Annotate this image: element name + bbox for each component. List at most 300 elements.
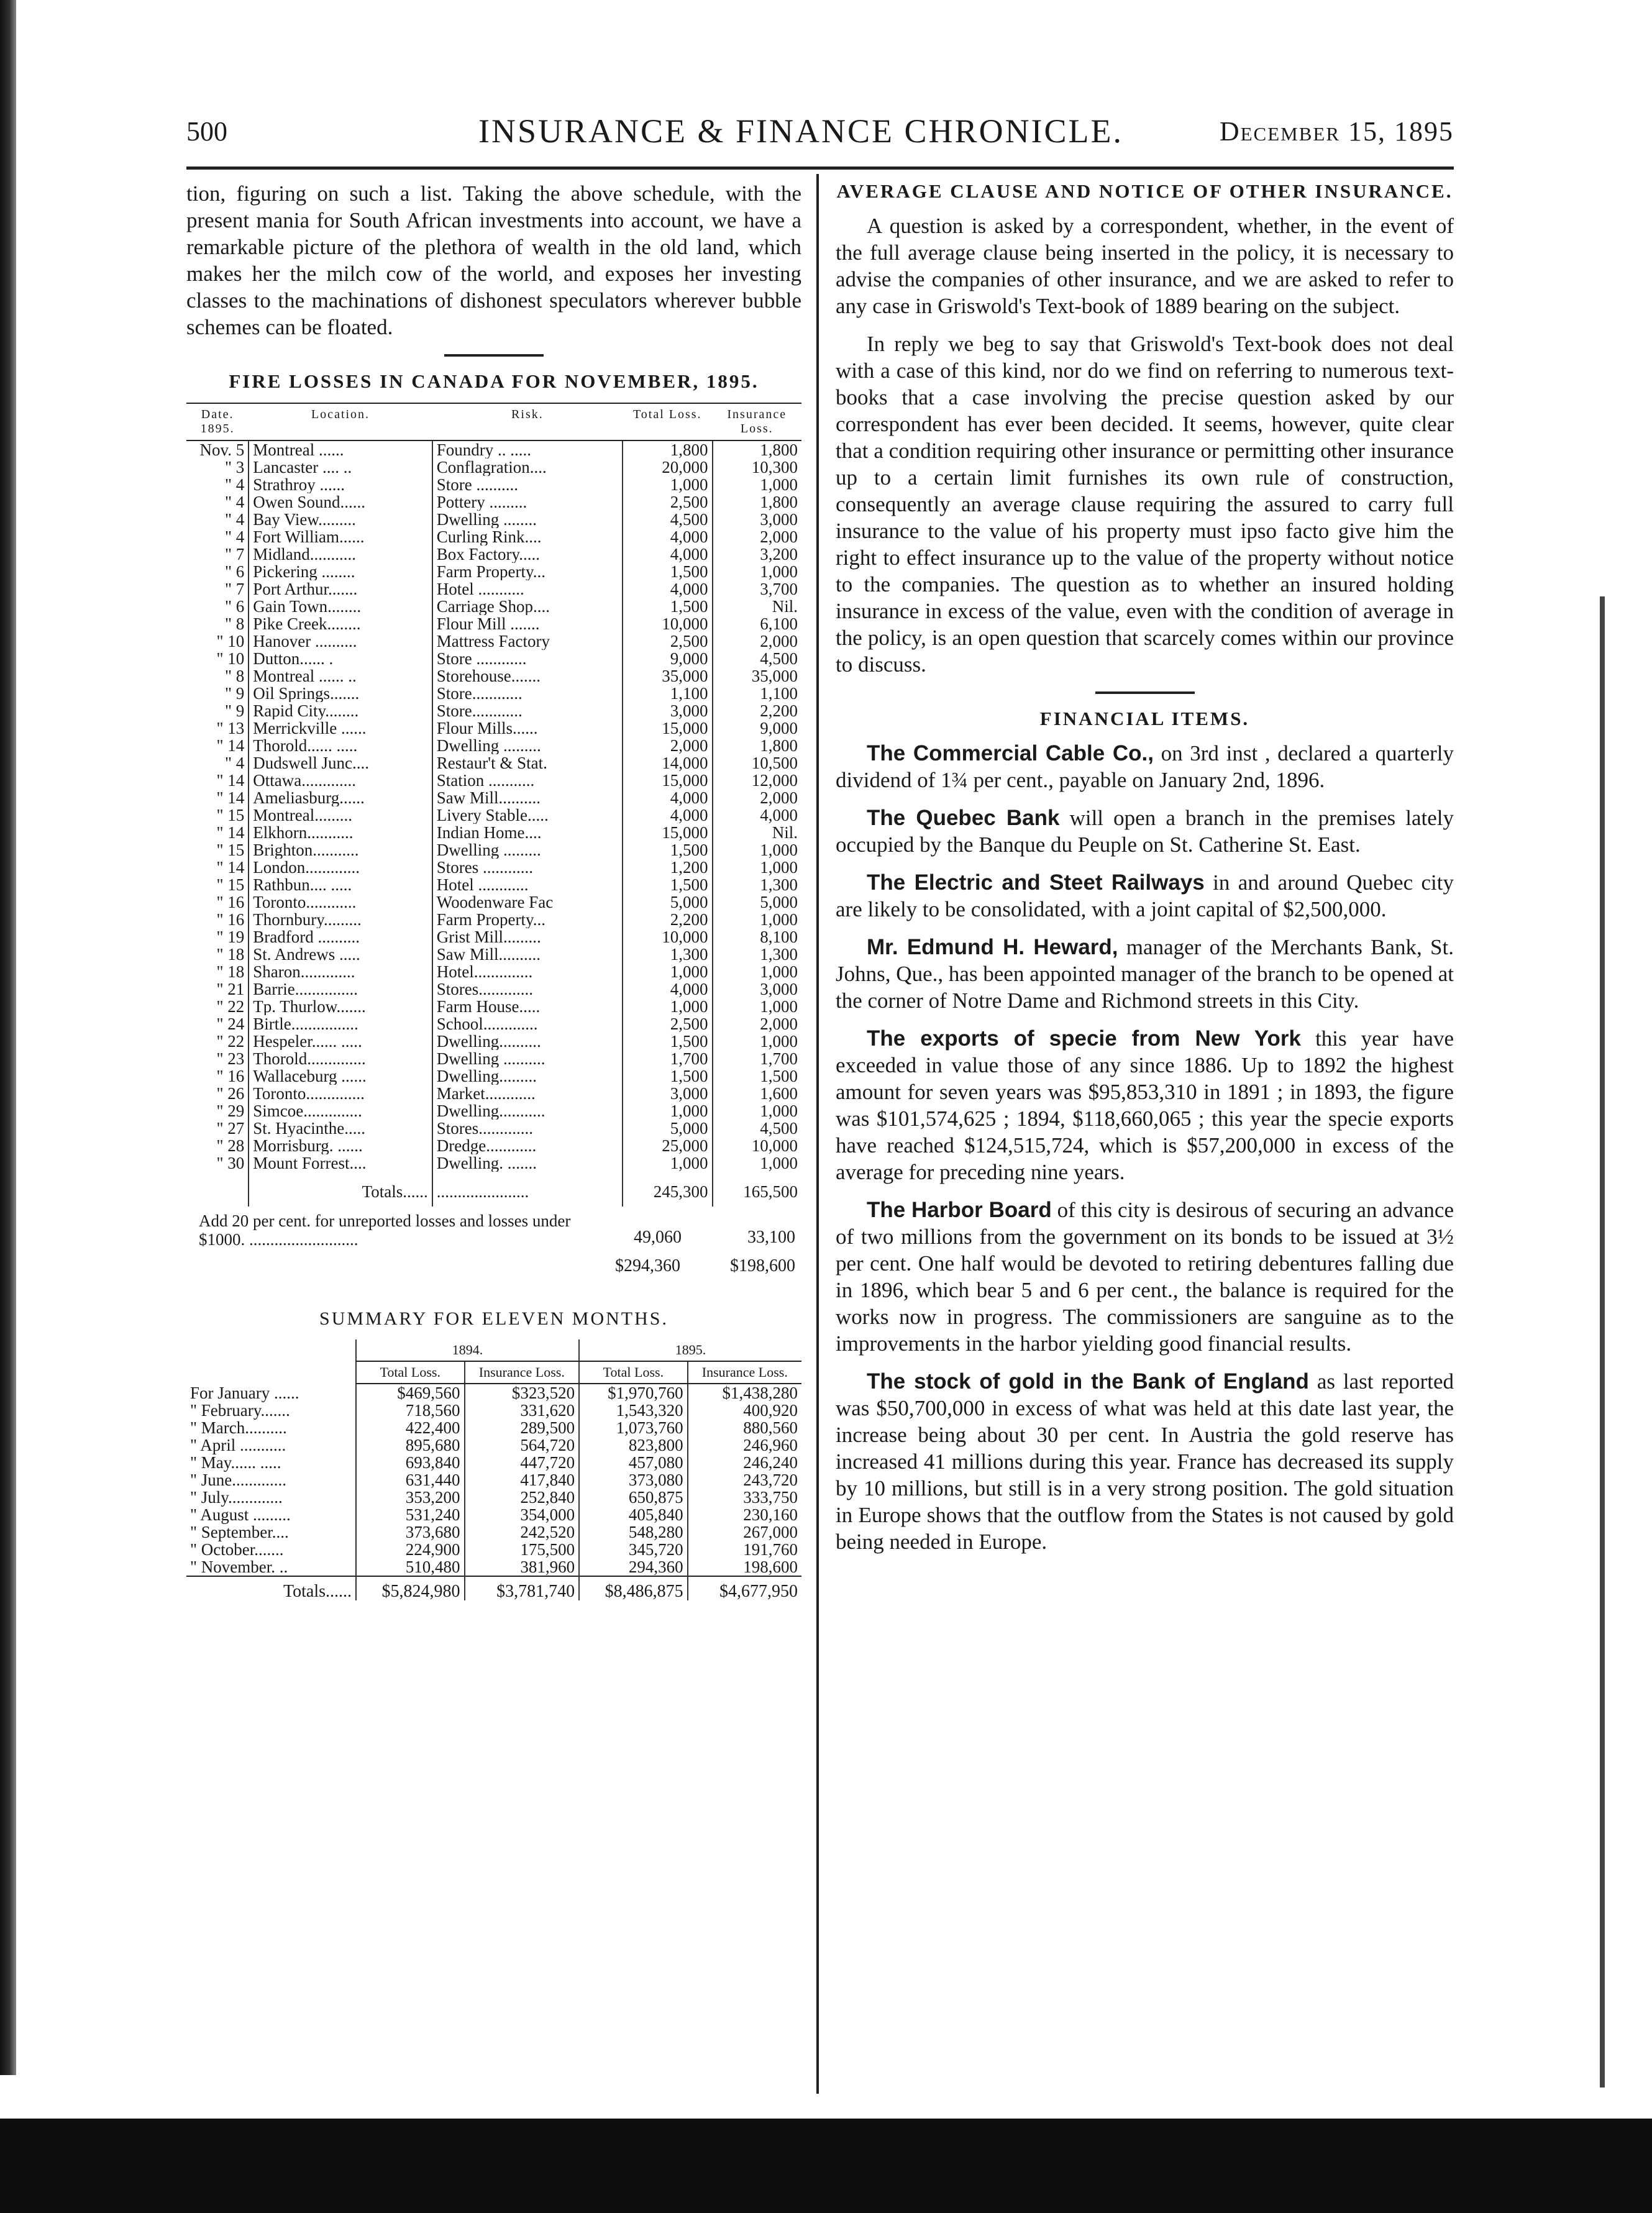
fire-loss-row (186, 772, 801, 789)
summary-cell-c: 345,720 (579, 1541, 688, 1558)
summary-cell-d: 400,920 (688, 1402, 801, 1419)
fire-cell-day: " 4 (225, 476, 245, 493)
summary-cell-m: " April ........... (190, 1436, 286, 1454)
summary-col-insurance-1895: Insurance Loss. (688, 1361, 801, 1384)
fire-cell-risk: Saw Mill.......... (432, 789, 623, 806)
fire-cell-day: " 14 (216, 789, 245, 806)
page-number: 500 (186, 116, 227, 147)
fire-cell-ins: 1,000 (760, 476, 798, 493)
right-column (836, 180, 1454, 1566)
fire-cell-loc: London............. (249, 859, 432, 876)
fire-cell-risk: Stores............. (432, 1120, 623, 1137)
summary-cell-b: $323,520 (465, 1384, 580, 1402)
summary-cell-c: 548,280 (579, 1523, 688, 1541)
fire-cell-risk: Dwelling ......... (432, 841, 623, 859)
fire-cell-total: 1,000 (623, 1154, 713, 1172)
fire-cell-loc: Midland........... (249, 545, 432, 563)
summary-cell-m: " August ......... (190, 1505, 291, 1524)
fire-cell-total: 1,200 (623, 859, 713, 876)
fire-cell-loc: Dudswell Junc.... (249, 754, 432, 772)
fire-cell-day: " 16 (216, 893, 245, 911)
scan-edge-left (0, 0, 16, 2075)
fire-loss-row (186, 598, 801, 615)
fire-loss-row (186, 859, 801, 876)
fire-cell-total: 15,000 (623, 772, 713, 789)
totals-insurance-loss: 165,500 (743, 1182, 798, 1201)
fire-cell-risk: Farm House..... (432, 998, 623, 1015)
financial-item (836, 1197, 1454, 1357)
summary-heading: SUMMARY FOR ELEVEN MONTHS. (319, 1308, 669, 1329)
fire-cell-ins: 6,100 (760, 615, 798, 632)
fire-cell-ins: 1,000 (760, 563, 798, 580)
summary-cell-a: 693,840 (356, 1454, 465, 1471)
financial-item (836, 869, 1454, 923)
left-column (186, 180, 801, 1600)
summary-row (186, 1506, 801, 1523)
fire-cell-total: 1,000 (623, 476, 713, 493)
fire-cell-ins: 1,300 (760, 876, 798, 893)
fire-cell-total: 15,000 (623, 824, 713, 841)
summary-cell-m: " July............. (190, 1488, 283, 1507)
fire-loss-row (186, 615, 801, 632)
fire-cell-ins: 1,000 (760, 963, 798, 980)
fire-cell-day: " 6 (225, 563, 245, 580)
fire-cell-risk: School............. (432, 1015, 623, 1033)
fire-cell-risk: Foundry .. ..... (432, 440, 623, 459)
fire-cell-risk: Indian Home.... (432, 824, 623, 841)
fire-cell-loc: Thornbury......... (249, 911, 432, 928)
fire-cell-ins: 1,800 (760, 440, 798, 459)
totals-dots: ...................... (432, 1172, 623, 1207)
fire-cell-risk: Farm Property... (432, 563, 623, 580)
fire-cell-ins: 1,000 (760, 841, 798, 859)
fire-cell-risk: Store .......... (432, 476, 623, 493)
financial-item-lead: The Electric and Steet Railways (867, 870, 1205, 895)
fire-cell-ins: 1,000 (760, 1033, 798, 1050)
fire-cell-risk: Store ............ (432, 650, 623, 667)
fire-cell-risk: Flour Mill ....... (432, 615, 623, 632)
fire-cell-day: " 3 (225, 459, 245, 476)
summary-cell-d: 230,160 (688, 1506, 801, 1523)
fire-cell-loc: Wallaceburg ...... (249, 1067, 432, 1085)
financial-item-lead: The stock of gold in the Bank of England (867, 1369, 1309, 1394)
fire-loss-row (186, 893, 801, 911)
fire-loss-row (186, 1120, 801, 1137)
summary-cell-c: 650,875 (579, 1489, 688, 1506)
summary-cell-b: 354,000 (465, 1506, 580, 1523)
fire-cell-loc: Strathroy ...... (249, 476, 432, 493)
summary-cell-d: 198,600 (688, 1558, 801, 1576)
fire-cell-day: " 14 (216, 772, 245, 789)
fire-loss-row (186, 459, 801, 476)
fire-cell-loc: Tp. Thurlow....... (249, 998, 432, 1015)
fire-cell-total: 1,500 (623, 1067, 713, 1085)
fire-cell-total: 1,800 (623, 440, 713, 459)
fire-cell-day: " 14 (216, 737, 245, 754)
fire-cell-ins: 1,100 (760, 685, 798, 702)
column-rule (816, 174, 819, 2094)
year-1894: 1894. (356, 1339, 579, 1361)
summary-cell-a: 531,240 (356, 1506, 465, 1523)
fire-cell-ins: 1,000 (760, 1154, 798, 1172)
fire-cell-risk: Woodenware Fac (432, 893, 623, 911)
summary-cell-a: 631,440 (356, 1471, 465, 1489)
fire-cell-day: " 6 (225, 598, 245, 615)
summary-row (186, 1489, 801, 1506)
fire-cell-day: " 10 (216, 632, 245, 650)
fire-cell-loc: Bradford .......... (249, 928, 432, 946)
summary-cell-a: 895,680 (356, 1436, 465, 1454)
summary-row (186, 1541, 801, 1558)
summary-cell-d: 246,240 (688, 1454, 801, 1471)
col-risk: Risk. (432, 403, 623, 440)
financial-item (836, 1025, 1454, 1185)
fire-cell-total: 4,000 (623, 980, 713, 998)
financial-items-heading: FINANCIAL ITEMS. (1039, 708, 1250, 729)
fire-cell-ins: 10,300 (751, 459, 798, 476)
average-clause-heading: AVERAGE CLAUSE AND NOTICE OF OTHER INSURANCE. (836, 180, 1453, 202)
fire-cell-day: " 16 (216, 911, 245, 928)
fire-cell-total: 4,000 (623, 806, 713, 824)
summary-cell-b: 252,840 (465, 1489, 580, 1506)
summary-table (186, 1339, 801, 1600)
summary-cell-a: 718,560 (356, 1402, 465, 1419)
fire-cell-ins: 2,000 (760, 528, 798, 545)
summary-cell-c: 457,080 (579, 1454, 688, 1471)
fire-cell-loc: Pike Creek........ (249, 615, 432, 632)
summary-cell-a: 224,900 (356, 1541, 465, 1558)
fire-cell-risk: Store............ (432, 685, 623, 702)
fire-cell-loc: Morrisburg. ...... (249, 1137, 432, 1154)
fire-loss-row (186, 440, 801, 459)
fire-cell-day: " 22 (216, 998, 245, 1015)
summary-cell-a: 373,680 (356, 1523, 465, 1541)
fire-cell-ins: 2,000 (760, 789, 798, 806)
fire-cell-total: 1,000 (623, 1102, 713, 1120)
fire-cell-day: " 4 (225, 528, 245, 545)
fire-cell-risk: Restaur't & Stat. (432, 754, 623, 772)
fire-cell-ins: 35,000 (751, 667, 798, 685)
fire-cell-ins: 1,600 (760, 1085, 798, 1102)
summary-cell-b: 447,720 (465, 1454, 580, 1471)
fire-loss-row (186, 841, 801, 859)
financial-item-lead: Mr. Edmund H. Heward, (867, 935, 1118, 959)
fire-cell-total: 20,000 (623, 459, 713, 476)
fire-cell-ins: 3,700 (760, 580, 798, 598)
summary-cell-c: 294,360 (579, 1558, 688, 1576)
fire-cell-loc: Hespeler...... ..... (249, 1033, 432, 1050)
scan-edge-bottom (0, 2119, 1652, 2213)
financial-item-lead: The Commercial Cable Co., (867, 741, 1154, 765)
fire-cell-day: " 9 (225, 685, 245, 702)
financial-items (836, 740, 1454, 1555)
fire-cell-total: 2,200 (623, 911, 713, 928)
summary-cell-d: $1,438,280 (688, 1384, 801, 1402)
col-location: Location. (249, 403, 432, 440)
fire-cell-loc: Toronto............ (249, 893, 432, 911)
fire-cell-total: 10,000 (623, 615, 713, 632)
fire-cell-loc: Pickering ........ (249, 563, 432, 580)
fire-cell-loc: St. Andrews ..... (249, 946, 432, 963)
summary-cell-d: 246,960 (688, 1436, 801, 1454)
summary-cell-c: 1,073,760 (579, 1419, 688, 1436)
fire-cell-day: " 29 (216, 1102, 245, 1120)
fire-loss-row (186, 1015, 801, 1033)
fire-cell-loc: St. Hyacinthe..... (249, 1120, 432, 1137)
fire-cell-day: " 30 (216, 1154, 245, 1172)
col-total-loss: Total Loss. (623, 403, 713, 440)
col-insurance-loss: Insurance Loss. (713, 403, 801, 440)
fire-cell-ins: 1,000 (760, 911, 798, 928)
fire-cell-risk: Conflagration.... (432, 459, 623, 476)
totals-label: Totals...... (249, 1172, 432, 1207)
unreported-total: 49,060 (634, 1228, 682, 1247)
fire-cell-ins: 12,000 (751, 772, 798, 789)
summary-cell-d: 880,560 (688, 1419, 801, 1436)
summary-cell-a: 510,480 (356, 1558, 465, 1576)
fire-cell-total: 14,000 (623, 754, 713, 772)
fire-cell-day: " 18 (216, 963, 245, 980)
fire-loss-row (186, 650, 801, 667)
fire-cell-loc: Ameliasburg...... (249, 789, 432, 806)
fire-cell-ins: 1,700 (760, 1050, 798, 1067)
fire-cell-day: " 7 (225, 580, 245, 598)
fire-cell-ins: 2,200 (760, 702, 798, 719)
summary-row (186, 1454, 801, 1471)
fire-cell-risk: Market............ (432, 1085, 623, 1102)
fire-cell-ins: 3,200 (760, 545, 798, 563)
fire-cell-total: 1,500 (623, 876, 713, 893)
fire-loss-row (186, 754, 801, 772)
fire-cell-loc: Mount Forrest.... (249, 1154, 432, 1172)
fire-cell-risk: Hotel.............. (432, 963, 623, 980)
fire-cell-total: 4,000 (623, 545, 713, 563)
fire-cell-risk: Storehouse....... (432, 667, 623, 685)
fire-cell-loc: Montreal ...... (249, 440, 432, 459)
fire-cell-loc: Merrickville ...... (249, 719, 432, 737)
financial-item-text: of this city is desirous of securing an advance of two millions from the government on its bonds to be issued at 3½ per cent. One half would be devoted to retiring debentures falling due in 1896, which bear 5 and 6 per cent., the balance is required for the works now in progress. The commissioners are sanguine as to the improvements in the harbor yielding good financial results. (836, 1198, 1454, 1356)
average-clause-paragraph-2: In reply we beg to say that Griswold's Text-book does not deal with a case of this kind, nor do we find on referring to numerous text-books that a case involving the precise question asked by our correspondent has ever been decided. It seems, however, quite clear that a condition requiring other insurance or permitting other insurance up to a certain limit furnishes its own rule of construction, consequently an average clause requiring the assured to carry full insurance to the value of his property must ipso facto give him the right to effect insurance up to the value of the property without notice to the companies. The question as to whether an insured holding insurance in excess of the value, even with the condition of average in the policy, is an open question that scarcely comes within our province to discuss. (836, 332, 1454, 677)
summary-body (186, 1384, 801, 1576)
fire-losses-body (186, 440, 801, 1172)
section-divider (444, 354, 544, 357)
fire-cell-ins: 1,300 (760, 946, 798, 963)
fire-cell-risk: Dwelling. ....... (432, 1154, 623, 1172)
fire-cell-risk: Stores............. (432, 980, 623, 998)
fire-cell-ins: 5,000 (760, 893, 798, 911)
summary-cell-d: 191,760 (688, 1541, 801, 1558)
financial-item-lead: The Harbor Board (867, 1198, 1052, 1222)
summary-total-c: $8,486,875 (579, 1576, 688, 1600)
fire-cell-day: " 26 (216, 1085, 245, 1102)
publication-title: INSURANCE & FINANCE CHRONICLE. (478, 112, 1124, 150)
summary-cell-b: 289,500 (465, 1419, 580, 1436)
fire-loss-row (186, 806, 801, 824)
fire-cell-day: " 8 (225, 615, 245, 632)
summary-cell-c: 405,840 (579, 1506, 688, 1523)
fire-losses-heading: FIRE LOSSES IN CANADA FOR NOVEMBER, 1895. (229, 370, 759, 392)
summary-row (186, 1402, 801, 1419)
summary-cell-b: 417,840 (465, 1471, 580, 1489)
fire-loss-row (186, 789, 801, 806)
fire-cell-loc: Birtle................ (249, 1015, 432, 1033)
fire-cell-total: 2,500 (623, 632, 713, 650)
fire-cell-ins: 1,500 (760, 1067, 798, 1085)
header-rule (186, 167, 1454, 170)
fire-cell-loc: Thorold.............. (249, 1050, 432, 1067)
fire-cell-loc: Gain Town........ (249, 598, 432, 615)
summary-cell-c: 823,800 (579, 1436, 688, 1454)
fire-loss-row (186, 476, 801, 493)
fire-cell-ins: 1,000 (760, 1102, 798, 1120)
fire-cell-risk: Flour Mills...... (432, 719, 623, 737)
fire-cell-loc: Bay View......... (249, 511, 432, 528)
page-header (186, 112, 1454, 162)
summary-row (186, 1523, 801, 1541)
fire-losses-table (186, 403, 801, 1207)
summary-cell-b: 331,620 (465, 1402, 580, 1419)
fire-cell-risk: Curling Rink.... (432, 528, 623, 545)
fire-cell-risk: Carriage Shop.... (432, 598, 623, 615)
fire-cell-total: 4,500 (623, 511, 713, 528)
fire-cell-total: 9,000 (623, 650, 713, 667)
summary-cell-a: 422,400 (356, 1419, 465, 1436)
fire-cell-risk: Dredge............ (432, 1137, 623, 1154)
fire-loss-row (186, 563, 801, 580)
fire-cell-total: 2,500 (623, 1015, 713, 1033)
fire-cell-loc: Lancaster .... .. (249, 459, 432, 476)
fire-cell-ins: 3,000 (760, 511, 798, 528)
fire-loss-row (186, 493, 801, 511)
fire-cell-risk: Dwelling.......... (432, 1033, 623, 1050)
financial-item-text: this year have exceeded in value those of any since 1886. Up to 1892 the highest amount for seven years was $95,853,310 in 1891 ; in 1893, the figure was $101,574,625 ; 1894, $118,660,065 ; this year the specie exports have reached $124,515,724, which is $57,200,000 in excess of the average for preceding nine years. (836, 1026, 1454, 1184)
financial-item (836, 934, 1454, 1014)
fire-cell-loc: Barrie............... (249, 980, 432, 998)
section-divider (1095, 691, 1195, 694)
fire-cell-total: 4,000 (623, 528, 713, 545)
fire-cell-day: " 15 (216, 806, 245, 824)
fire-cell-total: 1,100 (623, 685, 713, 702)
fire-cell-total: 4,000 (623, 789, 713, 806)
fire-cell-loc: Hanover .......... (249, 632, 432, 650)
fire-cell-day: " 22 (216, 1033, 245, 1050)
fire-cell-loc: Montreal ...... .. (249, 667, 432, 685)
fire-cell-day: " 18 (216, 946, 245, 963)
fire-cell-risk: Dwelling .......... (432, 1050, 623, 1067)
financial-item-text: will open a branch in the premises lately occupied by the Banque du Peuple on St. Catherine St. East. (836, 806, 1454, 857)
financial-item (836, 1368, 1454, 1555)
fire-cell-risk: Mattress Factory (432, 632, 623, 650)
fire-cell-risk: Station ........... (432, 772, 623, 789)
fire-loss-row (186, 1033, 801, 1050)
fire-cell-day: Nov. 5 (199, 440, 245, 459)
grand-total-loss: $294,360 (615, 1256, 680, 1275)
fire-loss-row (186, 528, 801, 545)
fire-loss-row (186, 545, 801, 563)
fire-totals-row (186, 1172, 801, 1207)
fire-cell-day: " 9 (225, 702, 245, 719)
fire-cell-ins: 9,000 (760, 719, 798, 737)
fire-cell-day: " 15 (216, 841, 245, 859)
fire-cell-total: 1,500 (623, 563, 713, 580)
fire-loss-row (186, 946, 801, 963)
fire-cell-total: 5,000 (623, 893, 713, 911)
summary-row (186, 1471, 801, 1489)
fire-cell-loc: Montreal......... (249, 806, 432, 824)
fire-cell-day: " 4 (225, 754, 245, 772)
fire-cell-total: 1,700 (623, 1050, 713, 1067)
fire-cell-risk: Pottery ......... (432, 493, 623, 511)
fire-cell-ins: 4,500 (760, 650, 798, 667)
financial-item (836, 740, 1454, 793)
fire-cell-total: 1,500 (623, 841, 713, 859)
fire-cell-day: " 28 (216, 1137, 245, 1154)
fire-cell-total: 3,000 (623, 1085, 713, 1102)
fire-loss-row (186, 737, 801, 754)
financial-item-text: on 3rd inst , declared a quarterly dividend of 1¾ per cent., payable on January 2nd, 1896. (836, 741, 1454, 792)
summary-total-a: $5,824,980 (356, 1576, 465, 1600)
fire-cell-total: 35,000 (623, 667, 713, 685)
fire-cell-total: 1,000 (623, 998, 713, 1015)
fire-cell-risk: Stores ............ (432, 859, 623, 876)
summary-cell-m: " February....... (190, 1401, 290, 1420)
fire-loss-row (186, 719, 801, 737)
unreported-insurance: 33,100 (747, 1228, 795, 1247)
financial-item-lead: The Quebec Bank (867, 806, 1060, 830)
fire-loss-row (186, 580, 801, 598)
summary-total-d: $4,677,950 (688, 1576, 801, 1600)
fire-cell-risk: Dwelling........... (432, 1102, 623, 1120)
fire-cell-total: 1,000 (623, 963, 713, 980)
average-clause-paragraph-1: A question is asked by a correspondent, whether, in the event of the full average clause being inserted in the policy, it is necessary to advise the companies of other insurance, and we are asked to refer to any case in Griswold's Text-book of 1889 bearing on the subject. (836, 214, 1454, 318)
summary-cell-c: 373,080 (579, 1471, 688, 1489)
fire-loss-row (186, 1137, 801, 1154)
financial-item-text: manager of the Merchants Bank, St. Johns, Que., has been appointed manager of the branch to be opened at the corner of Notre Dame and Richmond streets in this City. (836, 935, 1454, 1013)
grand-insurance-loss: $198,600 (730, 1256, 795, 1275)
fire-cell-ins: Nil. (772, 824, 798, 841)
fire-cell-day: " 19 (216, 928, 245, 946)
fire-cell-loc: Owen Sound...... (249, 493, 432, 511)
fire-cell-total: 5,000 (623, 1120, 713, 1137)
fire-cell-total: 10,000 (623, 928, 713, 946)
fire-loss-row (186, 911, 801, 928)
fire-cell-loc: Port Arthur....... (249, 580, 432, 598)
fire-loss-row (186, 702, 801, 719)
summary-cell-m: " November. .. (190, 1558, 288, 1576)
col-date: Date. 1895. (186, 403, 249, 440)
fire-cell-loc: Thorold...... ..... (249, 737, 432, 754)
fire-cell-day: " 15 (216, 876, 245, 893)
fire-cell-ins: 4,500 (760, 1120, 798, 1137)
fire-cell-total: 15,000 (623, 719, 713, 737)
summary-cell-m: " March.......... (190, 1418, 287, 1437)
intro-paragraph: tion, figuring on such a list. Taking the above schedule, with the present mania for South African investments into account, we have a remarkable picture of the plethora of wealth in the old land, which makes her the milch cow of the world, and exposes her investing classes to the machinations of dishonest speculators wherever bubble schemes can be floated. (186, 181, 801, 339)
summary-col-insurance-1894: Insurance Loss. (465, 1361, 580, 1384)
summary-cell-m: For January ...... (190, 1383, 299, 1402)
fire-cell-risk: Saw Mill.......... (432, 946, 623, 963)
issue-date: December 15, 1895 (1219, 116, 1454, 147)
fire-cell-loc: Rathbun.... ..... (249, 876, 432, 893)
fire-cell-loc: Simcoe.............. (249, 1102, 432, 1120)
totals-total-loss: 245,300 (623, 1172, 713, 1207)
summary-col-total-1895: Total Loss. (579, 1361, 688, 1384)
fire-cell-day: " 7 (225, 545, 245, 563)
fire-cell-total: 1,300 (623, 946, 713, 963)
fire-cell-ins: Nil. (772, 598, 798, 615)
summary-cell-d: 267,000 (688, 1523, 801, 1541)
summary-cell-m: " June............. (190, 1471, 287, 1489)
fire-cell-risk: Farm Property... (432, 911, 623, 928)
